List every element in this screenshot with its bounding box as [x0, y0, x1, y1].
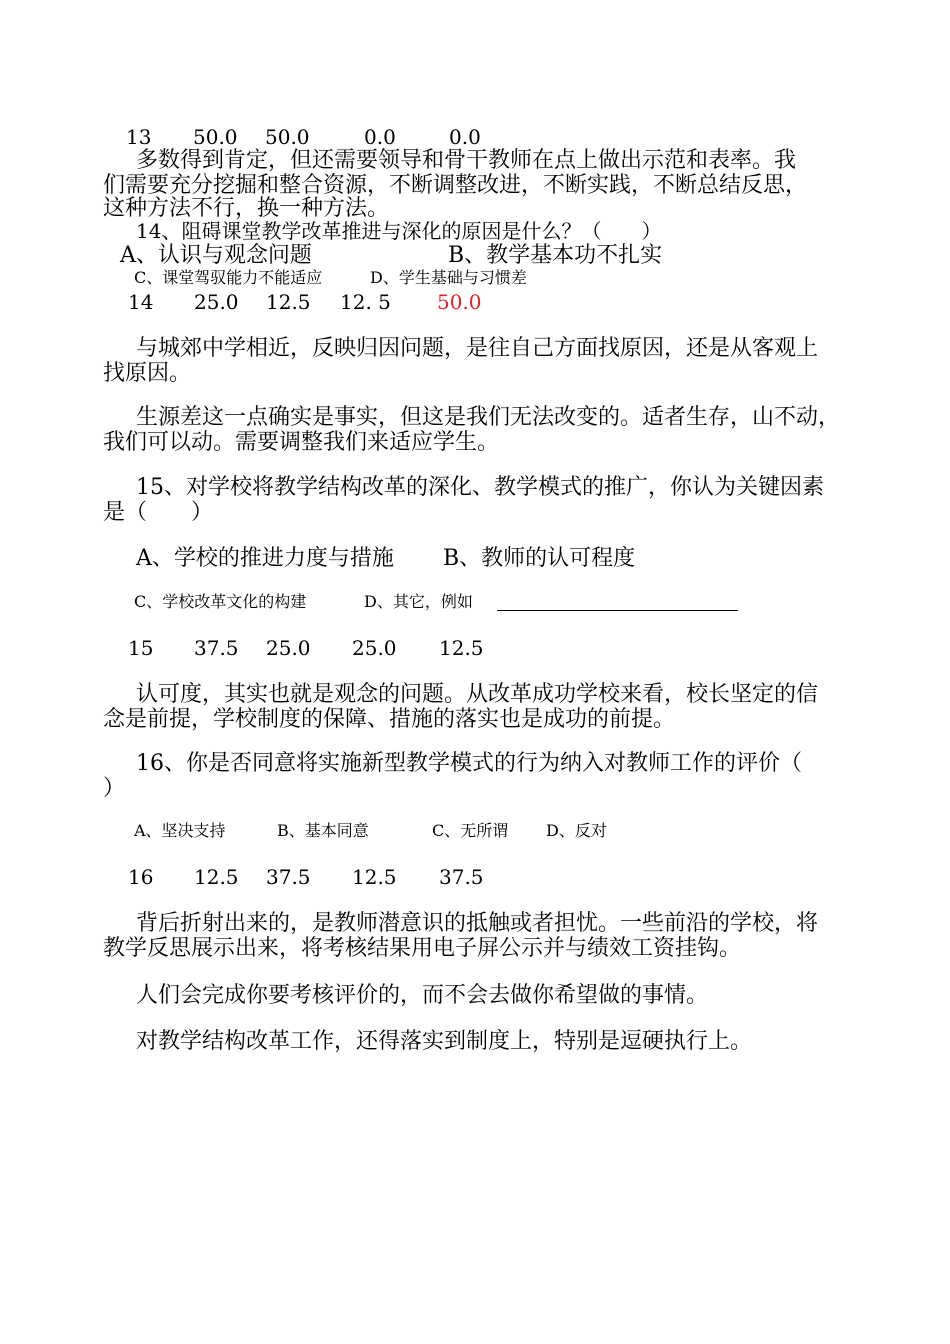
- stat-a: 12.5: [194, 865, 239, 889]
- paragraph-line: 教学反思展示出来，将考核结果用电子屏公示并与绩效工资挂钩。: [103, 936, 742, 961]
- paragraph-line: 背后折射出来的，是教师潜意识的抵触或者担忧。一些前沿的学校，将: [136, 911, 819, 936]
- stat-d-highlighted: 50.0: [437, 290, 482, 314]
- stat-a: 50.0: [193, 125, 238, 149]
- option-c: C、学校改革文化的构建: [134, 592, 307, 611]
- stat-b: 12.5: [266, 290, 311, 314]
- stat-a: 37.5: [194, 636, 239, 660]
- option-a: A、学校的推进力度与措施: [136, 546, 394, 571]
- question-16: 16、你是否同意将实施新型教学模式的行为纳入对教师工作的评价（: [136, 751, 802, 776]
- question-15-cont: 是（ ）: [103, 500, 214, 525]
- option-b: B、教学基本功不扎实: [448, 243, 663, 268]
- option-a: A、认识与观念问题: [120, 243, 312, 268]
- stat-c: 0.0: [364, 125, 396, 149]
- option-a: A、坚决支持: [134, 821, 226, 840]
- stat-b: 50.0: [265, 125, 310, 149]
- paragraph-line: 这种方法不行，换一种方法。: [103, 196, 390, 221]
- option-c: C、无所谓: [432, 821, 509, 840]
- paragraph-line: 找原因。: [103, 361, 192, 386]
- stat-c: 25.0: [352, 636, 397, 660]
- question-16-cont: ）: [103, 776, 126, 801]
- paragraph-line: 人们会完成你要考核评价的，而不会去做你希望做的事情。: [136, 983, 709, 1008]
- option-b: B、教师的认可程度: [443, 546, 636, 571]
- paragraph-line: 认可度，其实也就是观念的问题。从改革成功学校来看，校长坚定的信: [136, 682, 819, 707]
- stat-d: 12.5: [439, 636, 484, 660]
- paragraph-line: 我们可以动。需要调整我们来适应学生。: [103, 430, 500, 455]
- stat-question-number: 13: [126, 125, 152, 149]
- option-d: D、其它，例如: [364, 592, 473, 611]
- option-d: D、反对: [546, 821, 607, 840]
- paragraph-line: 们需要充分挖掘和整合资源，不断调整改进，不断实践，不断总结反思，: [103, 173, 808, 198]
- paragraph-line: 对教学结构改革工作，还得落实到制度上，特别是逗硬执行上。: [136, 1029, 753, 1054]
- stat-c: 12. 5: [340, 290, 391, 314]
- stat-question-number: 15: [128, 636, 154, 660]
- stat-a: 25.0: [194, 290, 239, 314]
- stat-d: 37.5: [439, 865, 484, 889]
- option-b: B、基本同意: [277, 821, 369, 840]
- stat-c: 12.5: [352, 865, 397, 889]
- stat-question-number: 14: [128, 290, 154, 314]
- stat-d: 0.0: [449, 125, 481, 149]
- question-14: 14、阻碍课堂教学改革推进与深化的原因是什么？（ ）: [136, 219, 662, 243]
- paragraph-line: 多数得到肯定，但还需要领导和骨干教师在点上做出示范和表率。我: [136, 148, 797, 173]
- stat-b: 25.0: [266, 636, 311, 660]
- answer-blank-line: [497, 610, 738, 611]
- option-d: D、学生基础与习惯差: [370, 268, 527, 287]
- question-15: 15、对学校将教学结构改革的深化、教学模式的推广，你认为关键因素: [136, 475, 824, 500]
- stat-question-number: 16: [128, 865, 154, 889]
- paragraph-line: 念是前提，学校制度的保障、措施的落实也是成功的前提。: [103, 707, 676, 732]
- paragraph-line: 与城郊中学相近，反映归因问题，是往自己方面找原因，还是从客观上: [136, 336, 819, 361]
- option-c: C、课堂驾驭能力不能适应: [134, 268, 323, 287]
- stat-b: 37.5: [266, 865, 311, 889]
- paragraph-line: 生源差这一点确实是事实，但这是我们无法改变的。适者生存，山不动，: [136, 405, 841, 430]
